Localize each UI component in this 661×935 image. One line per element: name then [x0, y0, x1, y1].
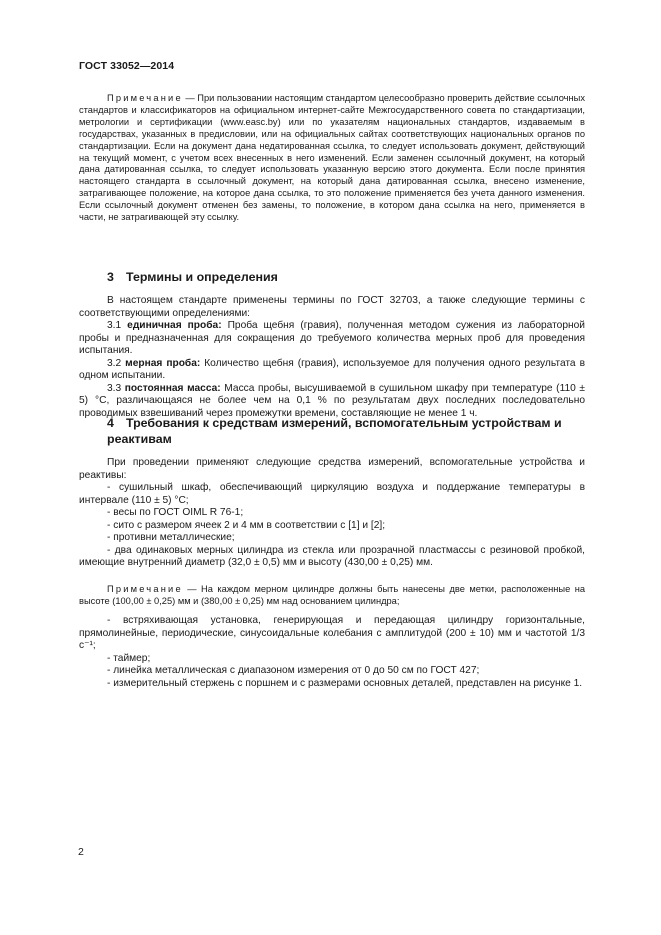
term-name: единичная проба: [127, 320, 222, 331]
page-number: 2 [78, 846, 84, 858]
reference-note: Примечание — При пользовании настоящим стандартом целесообразно проверить действие ссылочных стандартов и классификаторов на официальном интернет-сайте Межгосударственного совета по стандартизации, метрологии и сертификации (www.easc.by) или по указателям национальных стандартов, издаваемым в государствах, указанных в предисловии, или на официальных сайтах соответствующих национальных органов по стандартизации. Если на документ дана недатированная ссылка, то следует использовать документ, действующий на текущий момент, с учетом всех внесенных в него изменений. Если заменен ссылочный документ, на который дана датированная ссылка, то следует использовать указанную версию этого документа. Если после принятия настоящего стандарта в ссылочный документ, на который дана датированная ссылка, внесено изменение, затрагивающее положение, на которое дана ссылка, то это положение применяется без учета данного изменения. Если ссылочный документ отменен без замены, то положение, в котором дана ссылка на него, применяется в части, не затрагивающей эту ссылку. [79, 93, 585, 223]
note-label: Примечание [107, 93, 183, 103]
list-item: - сушильный шкаф, обеспечивающий циркуляцию воздуха и поддержание температуры в интервале (110 ± 5) °С; [79, 482, 585, 506]
list-item: - встряхивающая установка, генерирующая и передающая цилиндру горизонтальные, прямолинейные, периодические, синусоидальные колебания с амплитудой (200 ± 10) мм и частотой 1/3 с⁻¹; [79, 615, 585, 651]
term-3-1: 3.1 единичная проба: Проба щебня (гравия), полученная методом сужения из лабораторной пробы и предназначенная для сокращения до требуемого количества мерных проб для проведения испытания. [79, 320, 585, 356]
list-item: - весы по ГОСТ OIML R 76-1; [107, 507, 244, 518]
list-item: - два одинаковых мерных цилиндра из стекла или прозрачной пластмассы с резиновой пробкой, имеющие внутренний диаметр (32,0 ± 0,5) мм и высоту (430,00 ± 0,25) мм. [79, 544, 585, 568]
list-item: - измерительный стержень с поршнем и с размерами основных деталей, представлен на рисунке 1. [107, 677, 583, 689]
section-3-intro: В настоящем стандарте применены термины по ГОСТ 32703, а также следующие термины с соответствующими определениями: [79, 295, 585, 319]
term-3-3: 3.3 постоянная масса: Масса пробы, высушиваемой в сушильном шкафу при температуре (110 ± 5) °С, различающаяся не более чем на 0,1 % по результатам двух последних последовательно проводимых взвешиваний через промежутки времени, составляющие не менее 1 ч. [79, 382, 586, 419]
term-name: мерная проба: [125, 357, 201, 369]
list-item: - таймер; [107, 652, 151, 664]
note-text: При пользовании настоящим стандартом целесообразно проверить действие ссылочных стандартов и классификаторов на официальном интернет-сайте Межгосударственного совета по стандартизации, метрологии и сертификации (www.easc.by) или по указателям национальных стандартов, издаваемым в государствах, указанных в предисловии, или на официальных сайтах соответствующих национальных органов по стандартизации. Если на документ дана недатированная ссылка, то следует использовать документ, действующий на текущий момент, с учетом всех внесенных в него изменений. Если заменен ссылочный документ, на который дана датированная ссылка, то следует использовать указанную версию этого документа. Если после принятия настоящего стандарта в ссылочный документ, на который дана датированная ссылка, внесено изменение, затрагивающее положение, на которое дана ссылка, то это положение применяется без учета данного изменения. Если ссылочный документ отменен без замены, то положение, в котором дана ссылка на него, применяется в части, не затрагивающей эту ссылку. [79, 93, 585, 223]
section-4-heading: 4 Требования к средствам измерений, вспомогательным устройствам и реактивам [107, 416, 562, 446]
list-item: - линейка металлическая с диапазоном измерения от 0 до 50 см по ГОСТ 427; [107, 665, 480, 676]
section-3-heading: 3 Термины и определения [107, 270, 278, 284]
section-4-intro: При проведении применяют следующие средства измерений, вспомогательные устройства и реактивы: [79, 457, 585, 481]
note-label: Примечание [107, 584, 183, 594]
document-header: ГОСТ 33052—2014 [79, 60, 175, 72]
cylinder-note: Примечание — На каждом мерном цилиндре должны быть нанесены две метки, расположенные на высоте (100,00 ± 0,25) мм и (380,00 ± 0,25) мм над основанием цилиндра; [79, 584, 585, 606]
list-item: - сито с размером ячеек 2 и 4 мм в соответствии с [1] и [2]; [107, 519, 386, 531]
section-4-body-continued [79, 615, 585, 690]
note-text: На каждом мерном цилиндре должны быть нанесены две метки, расположенные на высоте (100,00 ± 0,25) мм и (380,00 ± 0,25) мм над основанием цилиндра; [79, 584, 585, 606]
term-3-2: 3.2 мерная проба: Количество щебня (гравия), используемое для получения одного результата в одном испытании. [79, 357, 585, 381]
term-name: постоянная масса: [124, 382, 221, 394]
list-item: - противни металлические; [107, 532, 235, 543]
section-3-body [79, 295, 585, 420]
section-4-body [79, 457, 585, 570]
